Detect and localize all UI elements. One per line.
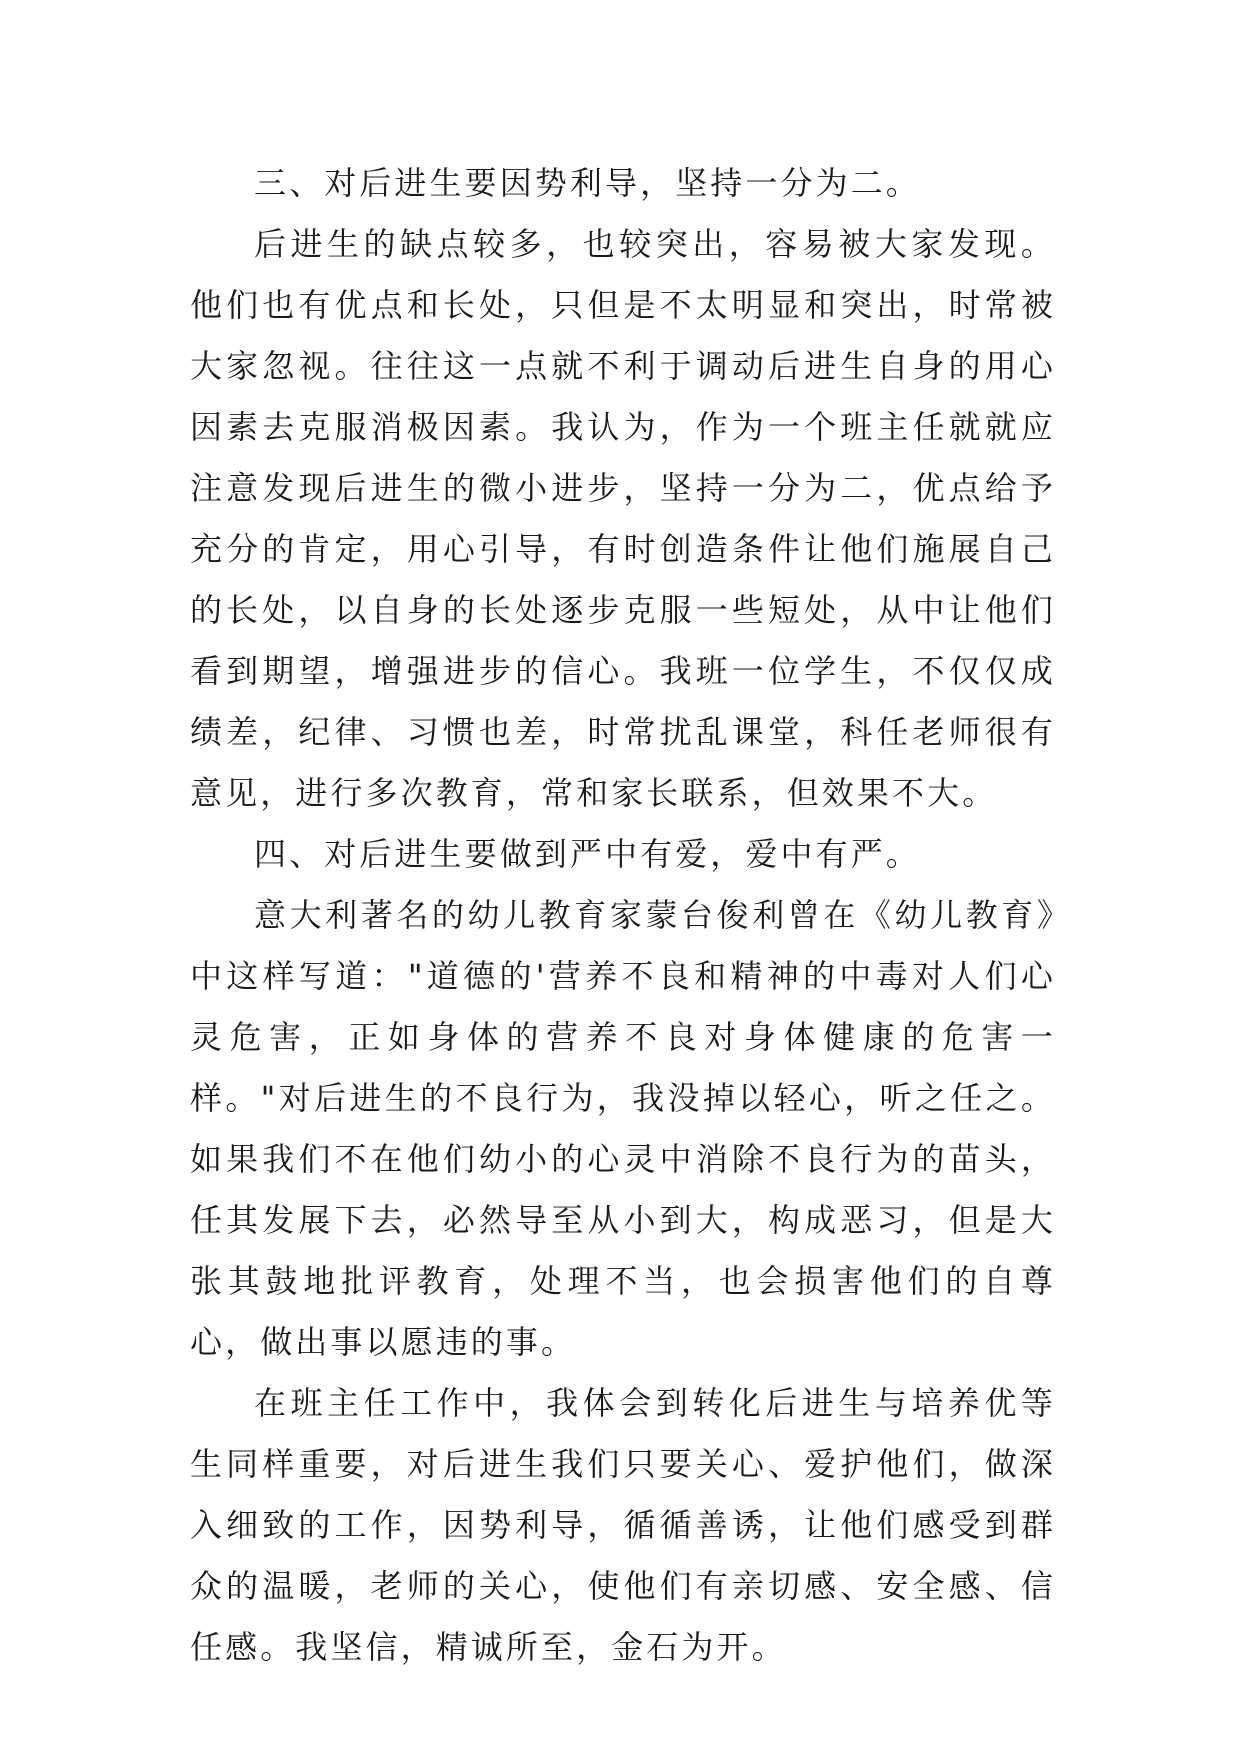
body-paragraph: 后进生的缺点较多，也较突出，容易被大家发现。他们也有优点和长处，只但是不太明显和突出，时常被大家忽视。往往这一点就不利于调动后进生自身的用心因素去克服消极因素。我认为，作为一个班主任就就应注意发现后进生的微小进步，坚持一分为二，优点给予充分的肯定，用心引导，有时创造条件让他们施展自己的长处，以自身的长处逐步克服一些短处，从中让他们看到期望，增强进步的信心。我班一位学生，不仅仅成绩差，纪律、习惯也差，时常扰乱课堂，科任老师很有意见，进行多次教育，常和家长联系，但效果不大。: [190, 225, 1056, 812]
section-heading-three: 三、对后进生要因势利导，坚持一分为二。: [254, 164, 921, 202]
section-heading-four: 四、对后进生要做到严中有爱，爱中有严。: [254, 835, 921, 873]
body-paragraph: 意大利著名的幼儿教育家蒙台俊利曾在《幼儿教育》中这样写道："道德的'营养不良和精神的中毒对人们心灵危害，正如身体的营养不良对身体健康的危害一样。"对后进生的不良行为，我没掉以轻心，听之任之。如果我们不在他们幼小的心灵中消除不良行为的苗头，任其发展下去，必然导至从小到大，构成恶习，但是大张其鼓地批评教育，处理不当，也会损害他们的自尊心，做出事以愿违的事。: [190, 896, 1056, 1361]
body-paragraph: 在班主任工作中，我体会到转化后进生与培养优等生同样重要，对后进生我们只要关心、爱护他们，做深入细致的工作，因势利导，循循善诱，让他们感受到群众的温暖，老师的关心，使他们有亲切感、安全感、信任感。我坚信，精诚所至，金石为开。: [190, 1384, 1056, 1666]
document-body: [190, 153, 1056, 1678]
